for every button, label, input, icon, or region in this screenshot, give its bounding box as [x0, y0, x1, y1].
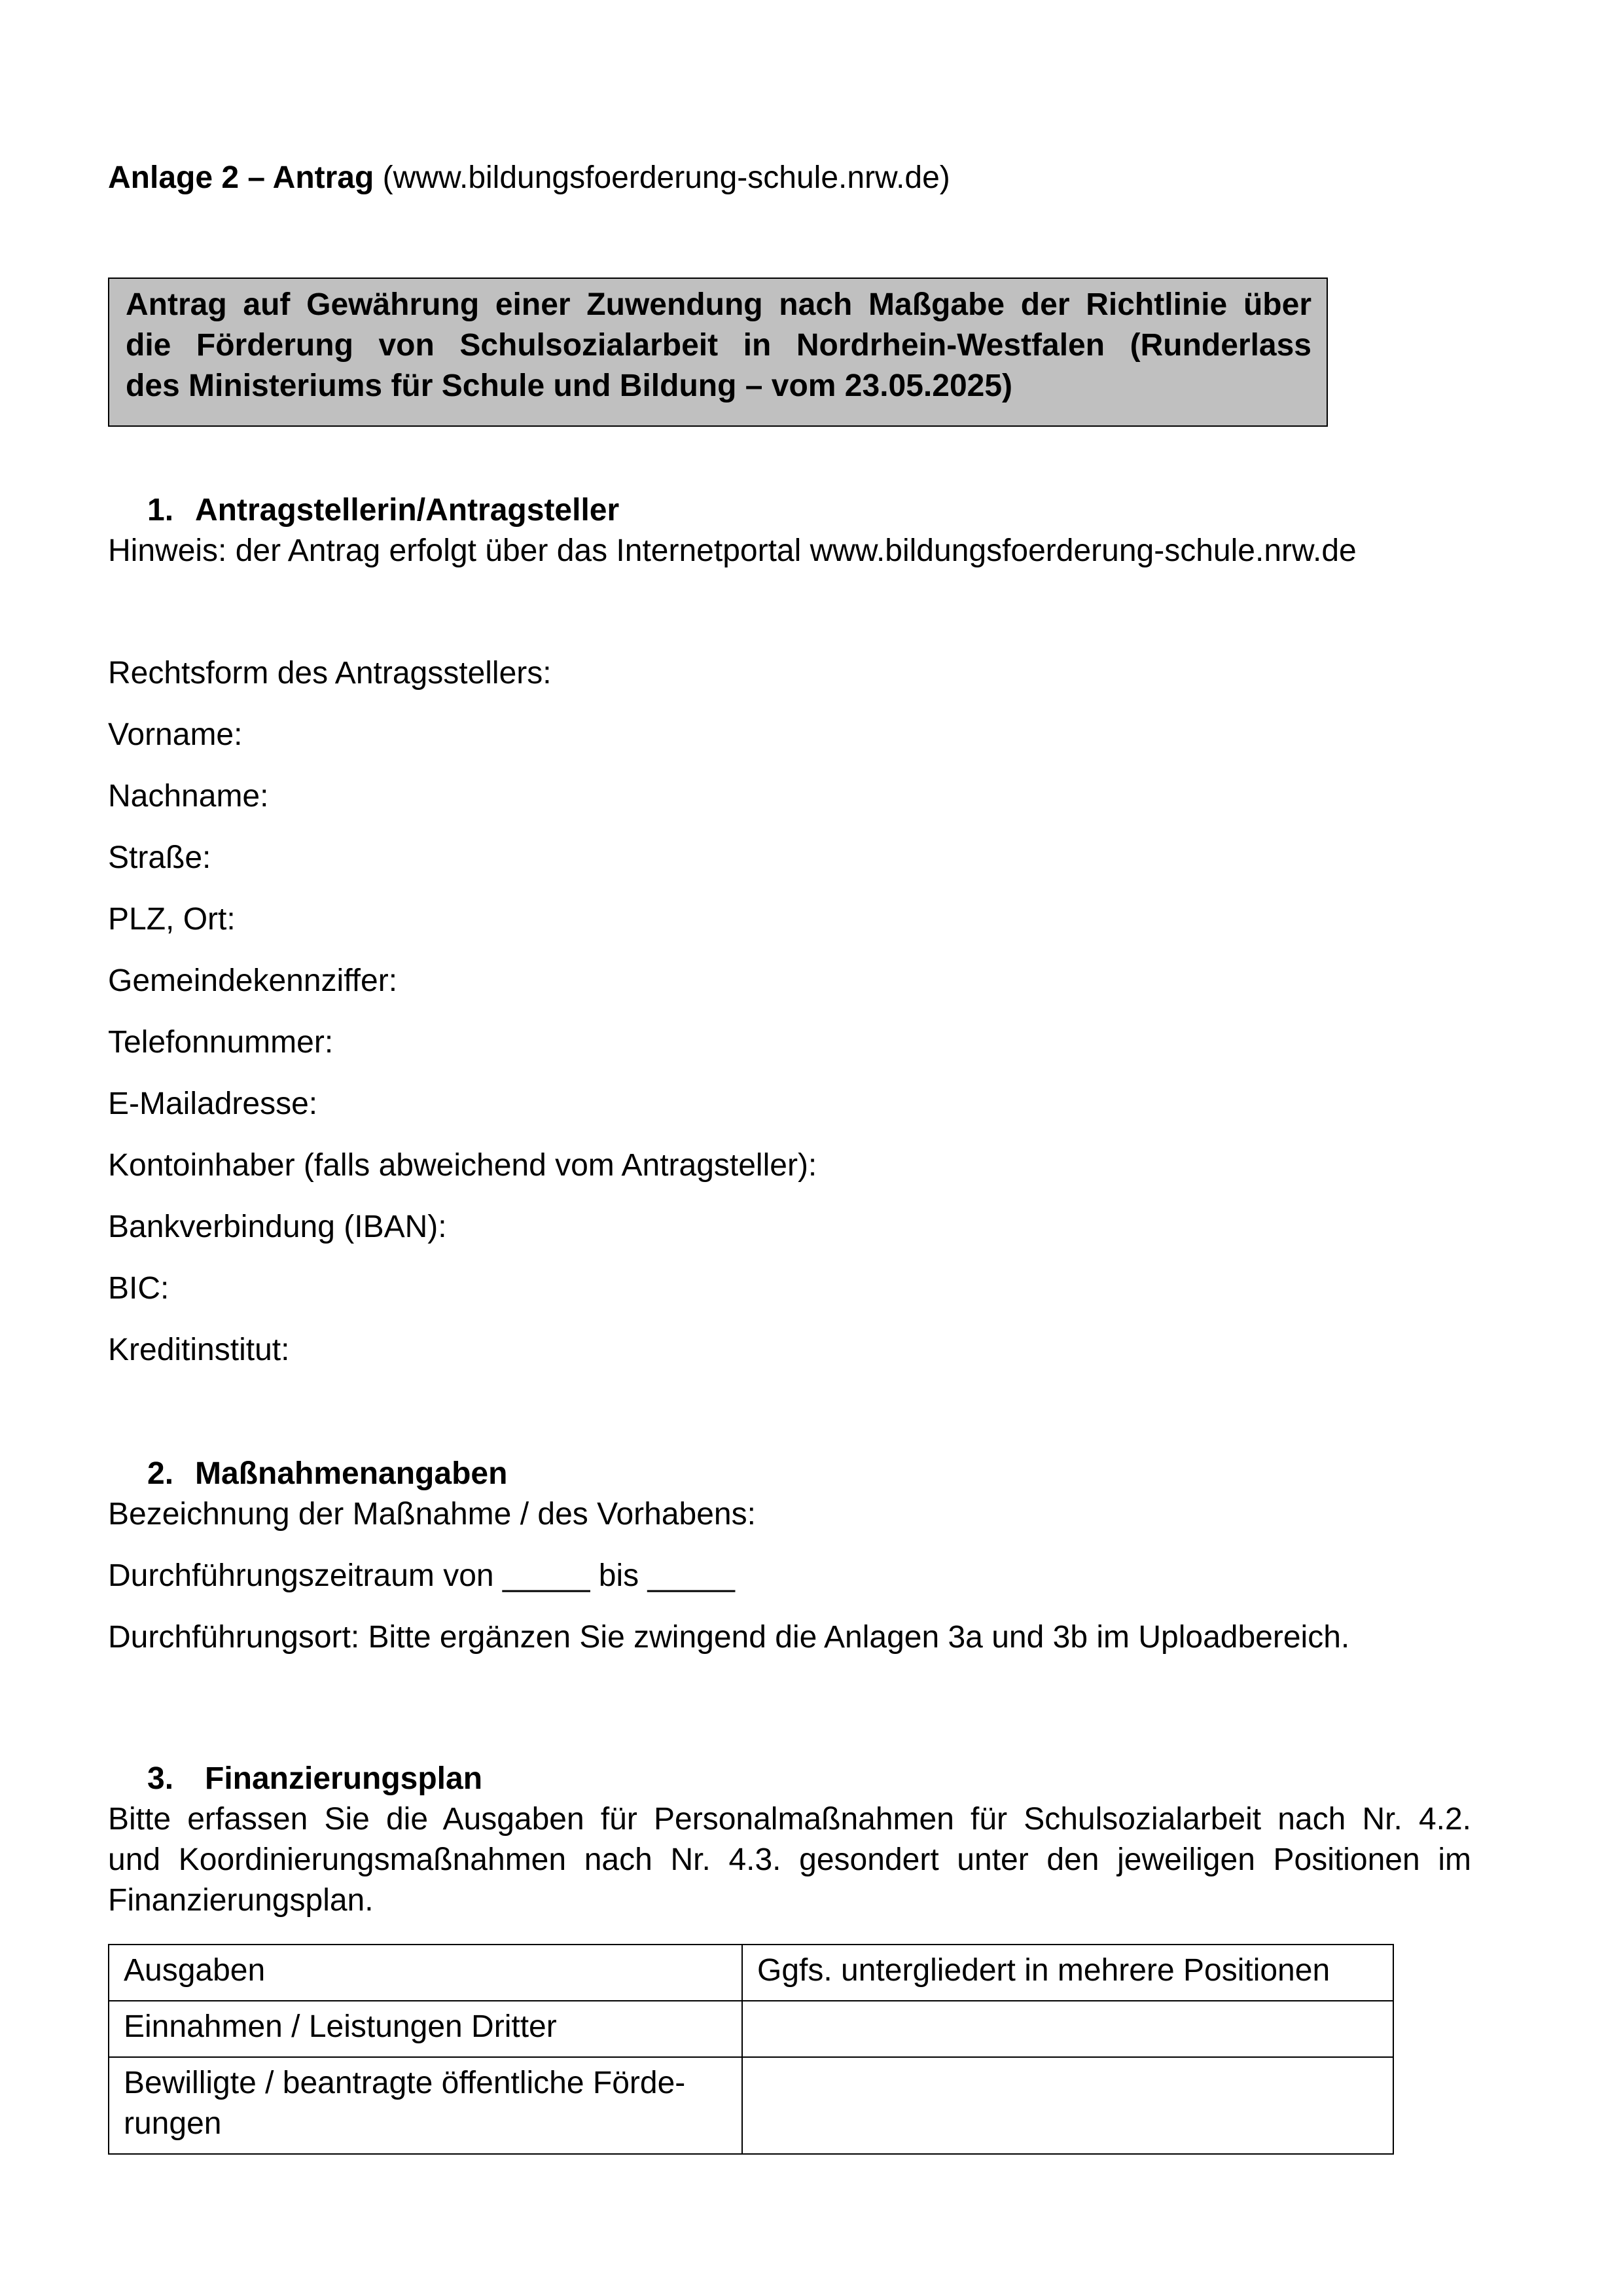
field-gemeindekennziffer-label: Gemeindekennziffer:: [108, 963, 398, 998]
finanzierung-intro-line: und Koordinierungsmaßnahmen nach Nr. 4.3. gesondert unter den jeweiligen Positionen im: [108, 1842, 1471, 1877]
section-1-number: 1.: [147, 493, 174, 528]
durchfuehrungszeitraum: Durchführungszeitraum von _____ bis _____: [108, 1558, 735, 1593]
field-strasse-label: Straße:: [108, 840, 211, 875]
table-cell: Ausgaben: [109, 1945, 742, 2001]
finanzierung-intro-line: Bitte erfassen Sie die Ausgaben für Personalmaßnahmen für Schulsozialarbeit nach Nr. 4.2.: [108, 1802, 1471, 1837]
title-line: die Förderung von Schulsozialarbeit in Nordrhein-Westfalen (Runderlass: [126, 328, 1311, 363]
table-cell: Bewilligte / beantragte öffentliche Förde- rungen: [109, 2057, 742, 2154]
field-iban-label: Bankverbindung (IBAN):: [108, 1210, 447, 1244]
title-line: Antrag auf Gewährung einer Zuwendung nach Maßgabe der Richtlinie über: [126, 287, 1311, 322]
title-line: des Ministeriums für Schule und Bildung – vom 23.05.2025): [126, 368, 1013, 403]
title-box: [108, 278, 1328, 427]
section-2-heading: Maßnahmenangaben: [195, 1456, 508, 1491]
field-nachname-label: Nachname:: [108, 779, 269, 814]
header-title: Anlage 2 – Antrag: [108, 160, 374, 195]
field-rechtsform-label: Rechtsform des Antragsstellers:: [108, 656, 552, 691]
table-row: [109, 2057, 1393, 2154]
field-bic-label: BIC:: [108, 1271, 169, 1306]
field-email-label: E-Mailadresse:: [108, 1086, 318, 1121]
table-row: [109, 1945, 1393, 2001]
table-cell[interactable]: [742, 2057, 1393, 2154]
section-3-number: 3.: [147, 1761, 174, 1796]
header-url: (www.bildungsfoerderung-schule.nrw.de): [382, 160, 950, 195]
durchfuehrungsort: Durchführungsort: Bitte ergänzen Sie zwingend die Anlagen 3a und 3b im Uploadbereich.: [108, 1620, 1350, 1655]
finanzierungsplan-table: [108, 1944, 1394, 2155]
section-1-note: Hinweis: der Antrag erfolgt über das Internetportal www.bildungsfoerderung-schule.nrw.de: [108, 533, 1357, 568]
table-cell: Ggfs. untergliedert in mehrere Positionen: [742, 1945, 1393, 2001]
table-row: [109, 2001, 1393, 2057]
section-2-number: 2.: [147, 1456, 174, 1491]
field-vorname-label: Vorname:: [108, 717, 243, 752]
massnahme-bezeichnung: Bezeichnung der Maßnahme / des Vorhabens:: [108, 1497, 756, 1532]
field-kreditinstitut-label: Kreditinstitut:: [108, 1333, 290, 1367]
table-cell: Einnahmen / Leistungen Dritter: [109, 2001, 742, 2057]
section-1-heading: Antragstellerin/Antragsteller: [195, 493, 620, 528]
finanzierung-intro-line: Finanzierungsplan.: [108, 1883, 374, 1918]
field-telefonnummer-label: Telefonnummer:: [108, 1025, 334, 1060]
section-3-heading: Finanzierungsplan: [205, 1761, 483, 1796]
table-cell[interactable]: [742, 2001, 1393, 2057]
field-kontoinhaber-label: Kontoinhaber (falls abweichend vom Antragsteller):: [108, 1148, 817, 1183]
document-header: [108, 162, 950, 194]
field-plz-ort-label: PLZ, Ort:: [108, 902, 236, 937]
